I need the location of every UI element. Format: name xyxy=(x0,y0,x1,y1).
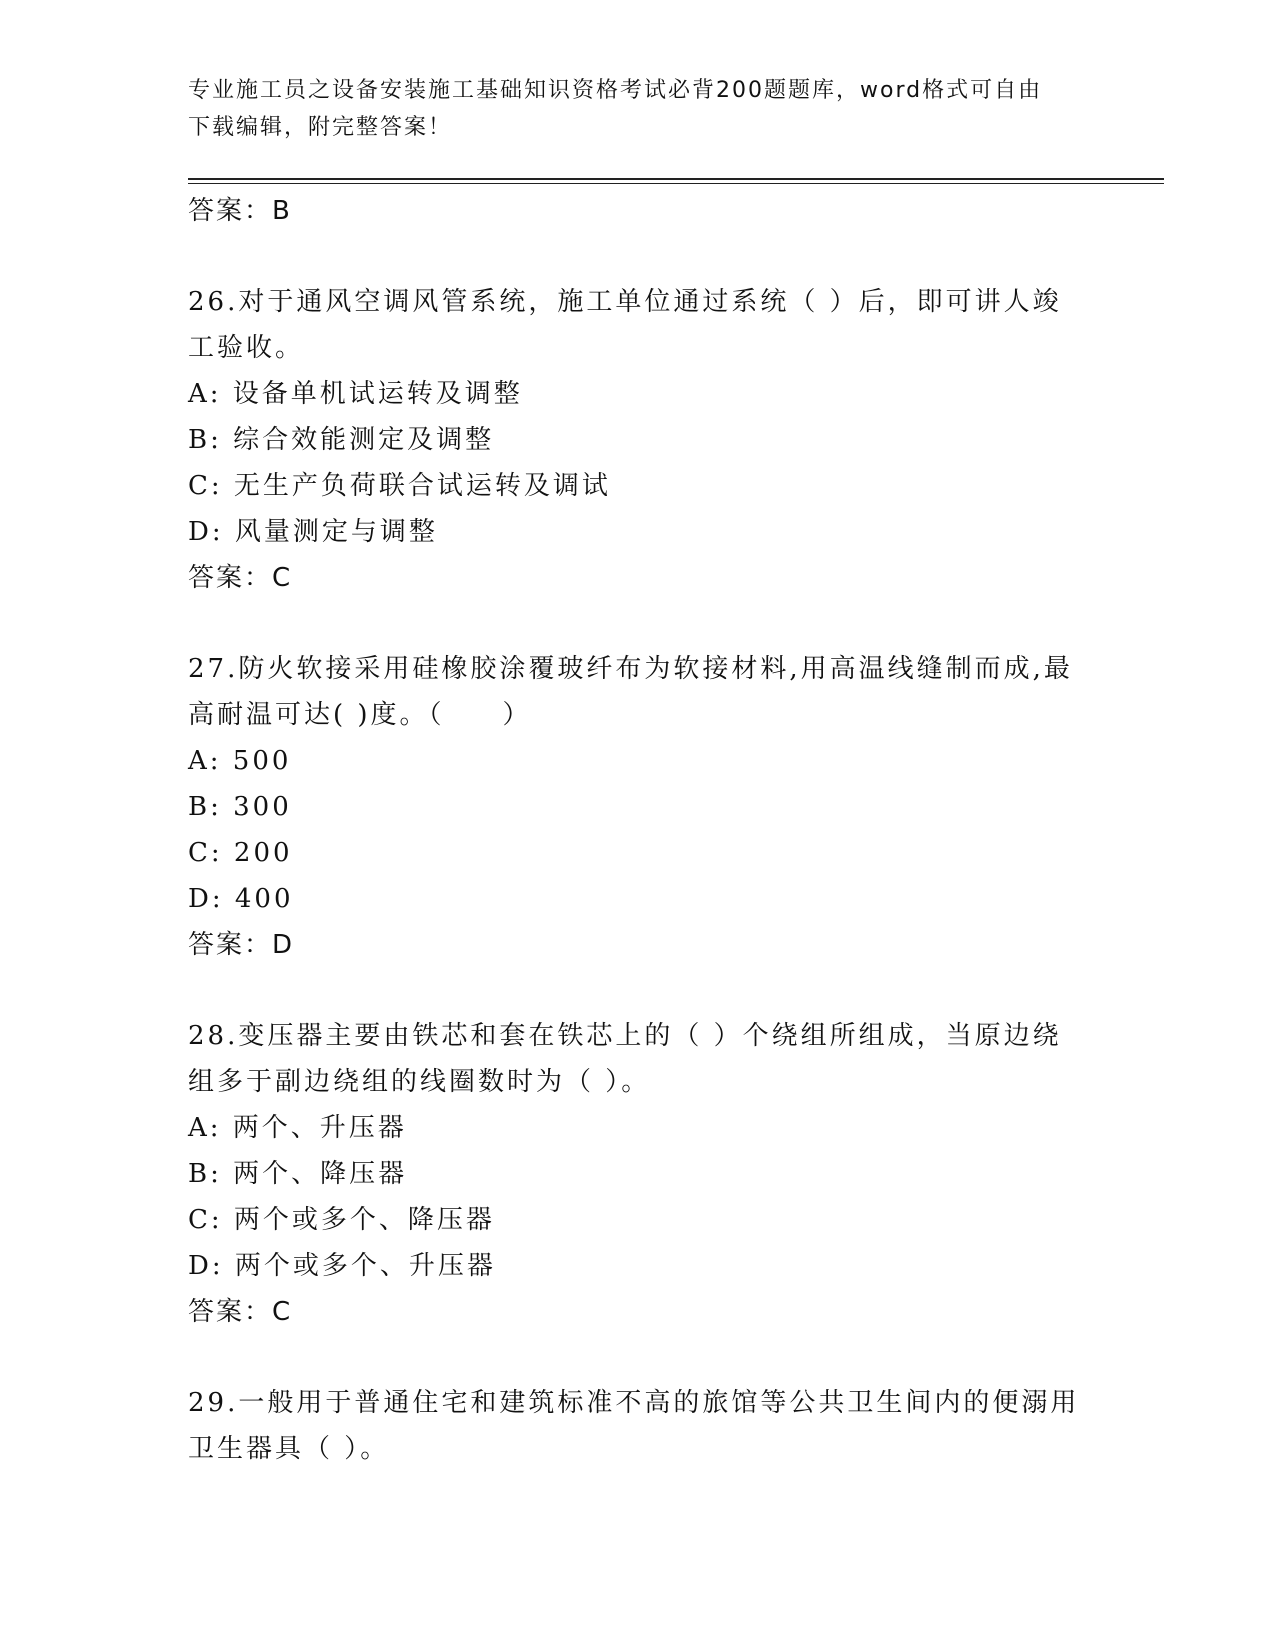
option-a: A: 两个、升压器 xyxy=(188,1113,407,1143)
answer: 答案：D xyxy=(188,930,295,960)
question-26 xyxy=(188,279,1088,601)
option-b: B: 综合效能测定及调整 xyxy=(188,425,495,455)
question-stem: 26.对于通风空调风管系统，施工单位通过系统（ ）后，即可讲人竣 xyxy=(188,287,1062,317)
header-line-2: 下载编辑，附完整答案！ xyxy=(188,115,453,140)
option-b: B: 300 xyxy=(188,792,292,822)
answer: 答案：C xyxy=(188,563,293,593)
option-d: D: 风量测定与调整 xyxy=(188,517,438,547)
question-stem: 29.一般用于普通住宅和建筑标准不高的旅馆等公共卫生间内的便溺用 xyxy=(188,1388,1080,1418)
previous-answer: 答案：B xyxy=(188,196,292,226)
question-29 xyxy=(188,1380,1088,1472)
option-b: B: 两个、降压器 xyxy=(188,1159,408,1189)
question-stem: 28.变压器主要由铁芯和套在铁芯上的（ ）个绕组所组成，当原边绕 xyxy=(188,1021,1062,1051)
question-stem-cont: 工验收。 xyxy=(188,333,305,363)
question-stem-cont: 组多于副边绕组的线圈数时为（ ）。 xyxy=(188,1067,651,1097)
option-c: C: 无生产负荷联合试运转及调试 xyxy=(188,471,611,501)
question-list xyxy=(188,188,1088,1472)
header-line-1: 专业施工员之设备安装施工基础知识资格考试必背200题题库，word格式可自由 xyxy=(188,78,1043,103)
header-divider xyxy=(188,178,1164,184)
option-c: C: 两个或多个、降压器 xyxy=(188,1205,495,1235)
question-27 xyxy=(188,646,1088,968)
question-28 xyxy=(188,1013,1088,1335)
option-c: C: 200 xyxy=(188,838,293,868)
question-stem: 27.防火软接采用硅橡胶涂覆玻纤布为软接材料,用高温线缝制而成,最 xyxy=(188,654,1073,684)
option-d: D: 两个或多个、升压器 xyxy=(188,1251,496,1281)
option-a: A: 500 xyxy=(188,746,292,776)
option-a: A: 设备单机试运转及调整 xyxy=(188,379,523,409)
question-stem-cont: 卫生器具（ ）。 xyxy=(188,1434,390,1464)
answer: 答案：C xyxy=(188,1297,293,1327)
question-stem-cont: 高耐温可达( )度。（ ） xyxy=(188,700,532,730)
option-d: D: 400 xyxy=(188,884,294,914)
page-header xyxy=(188,72,1088,146)
